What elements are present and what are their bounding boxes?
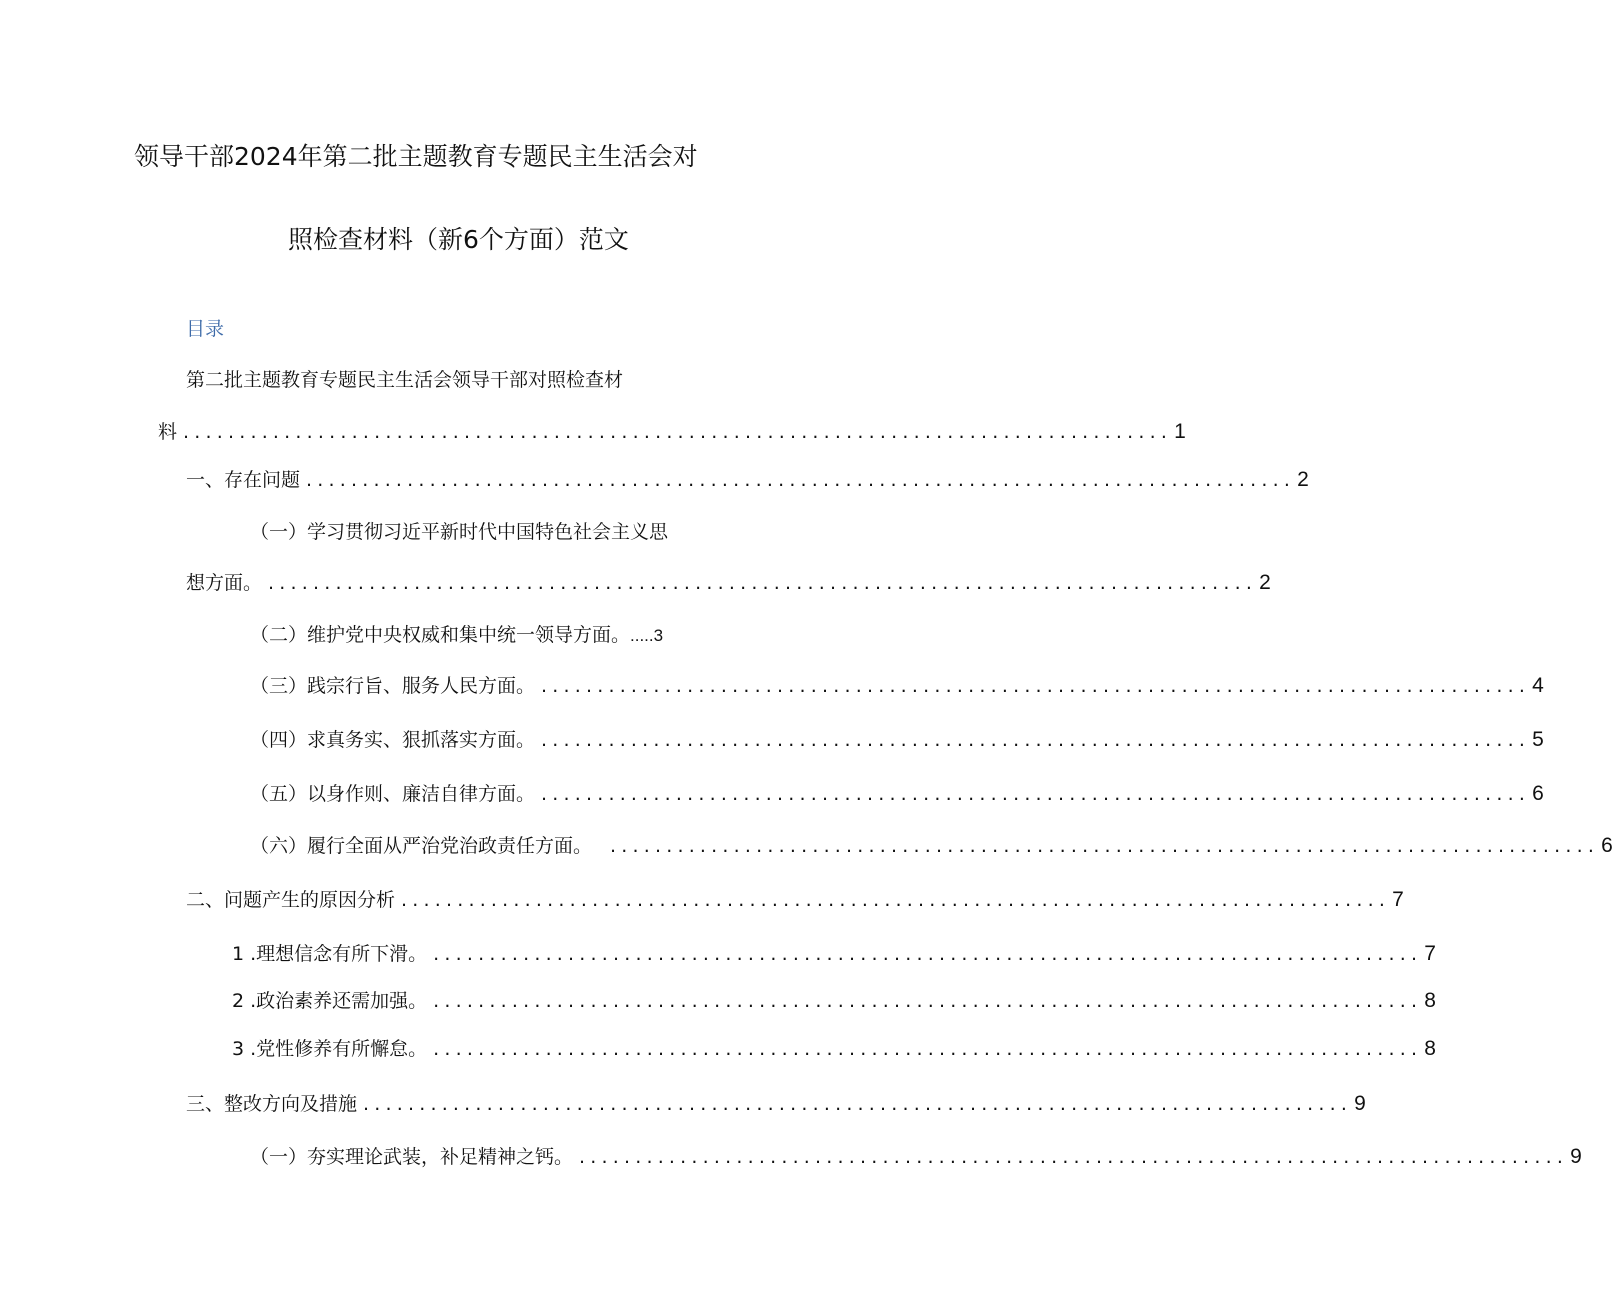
toc-page-number: 6 — [1532, 782, 1544, 805]
toc-page-number: 5 — [1532, 728, 1544, 751]
toc-entry-label: 2 .政治素养还需加强。 — [232, 990, 428, 1012]
document-title-line1: 领导干部2024年第二批主题教育专题民主生活会对 — [134, 142, 698, 171]
toc-page-number: 4 — [1532, 674, 1544, 697]
toc-leader-dots: ........................................................................................ — [363, 1093, 1353, 1115]
toc-leader-dots: ........................................................................................ — [433, 1038, 1423, 1060]
toc-entry-sec3-1[interactable] — [250, 1143, 1582, 1171]
toc-entry-label: 一、存在问题 — [186, 469, 301, 491]
toc-entry-label: （一）夯实理论武装，补足精神之钙。 — [250, 1146, 574, 1168]
toc-entry-label: 3 .党性修养有所懈怠。 — [232, 1038, 428, 1060]
toc-entry-sec2-3[interactable] — [232, 1035, 1436, 1063]
toc-page-number: 7 — [1392, 888, 1404, 911]
toc-entry-label: 想方面。 — [186, 572, 263, 594]
toc-leader-dots: ........................................................................................ — [183, 421, 1173, 443]
toc-entry-label: 1 .理想信念有所下滑。 — [232, 943, 428, 965]
toc-entry-sec2-1[interactable] — [232, 940, 1436, 968]
toc-page-number: 7 — [1424, 942, 1436, 965]
toc-entry-label: （六）履行全面从严治党治政责任方面。 — [250, 835, 593, 857]
toc-leader-dots: ........................................................................................ — [401, 889, 1391, 911]
toc-entry-label: （四）求真务实、狠抓落实方面。 — [250, 729, 536, 751]
toc-entry-label: （三）践宗行旨、服务人民方面。 — [250, 675, 536, 697]
toc-page-number: 2 — [1297, 468, 1309, 491]
toc-leader-dots: ..... — [630, 626, 654, 645]
toc-entry-main[interactable] — [158, 418, 1186, 446]
toc-page-number: 8 — [1424, 989, 1436, 1012]
toc-page-number: 9 — [1570, 1145, 1582, 1168]
toc-entry-sec1-2[interactable] — [250, 621, 663, 650]
toc-entry-label: （五）以身作则、廉洁自律方面。 — [250, 783, 536, 805]
toc-leader-dots: ........................................................................................ — [541, 675, 1531, 697]
toc-leader-dots: ........................................................................................ — [268, 572, 1258, 594]
toc-entry-sec1-4[interactable] — [250, 726, 1544, 754]
document-title-line2: 照检查材料（新6个方面）范文 — [288, 225, 629, 254]
toc-entry-sec1-1-line1[interactable]: （一）学习贯彻习近平新时代中国特色社会主义思 — [250, 521, 669, 543]
toc-leader-dots: ........................................................................................ — [610, 835, 1600, 857]
toc-entry-label: 二、问题产生的原因分析 — [186, 889, 396, 911]
toc-leader-dots: ........................................................................................ — [433, 990, 1423, 1012]
toc-leader-dots: ........................................................................................ — [579, 1146, 1569, 1168]
toc-entry-label: （二）维护党中央权威和集中统一领导方面。 — [250, 624, 631, 646]
toc-page-number: 3 — [653, 626, 664, 645]
toc-page-number: 1 — [1174, 420, 1186, 443]
toc-page-number: 2 — [1259, 571, 1271, 594]
toc-entry-sec3[interactable] — [186, 1090, 1366, 1118]
toc-entry-main-line1[interactable]: 第二批主题教育专题民主生活会领导干部对照检查材 — [186, 369, 624, 391]
toc-entry-sec2[interactable] — [186, 886, 1404, 914]
toc-leader-dots: ........................................................................................ — [541, 783, 1531, 805]
toc-page-number: 8 — [1424, 1037, 1436, 1060]
toc-entry-sec2-2[interactable] — [232, 987, 1436, 1015]
toc-page-number: 9 — [1354, 1092, 1366, 1115]
toc-leader-dots: ........................................................................................ — [306, 469, 1296, 491]
toc-page-number: 6 — [1601, 834, 1613, 857]
toc-leader-dots: ........................................................................................ — [541, 729, 1531, 751]
toc-entry-label: 料 — [158, 421, 178, 443]
toc-entry-sec1-6[interactable] — [250, 832, 1613, 860]
toc-entry-sec1-5[interactable] — [250, 780, 1544, 808]
toc-entry-sec1-1[interactable] — [186, 569, 1271, 597]
toc-leader-dots: ........................................................................................ — [433, 943, 1423, 965]
toc-heading[interactable]: 目录 — [186, 318, 225, 340]
toc-entry-sec1-3[interactable] — [250, 672, 1544, 700]
toc-entry-label: 三、整改方向及措施 — [186, 1093, 358, 1115]
toc-entry-sec1[interactable] — [186, 466, 1309, 494]
